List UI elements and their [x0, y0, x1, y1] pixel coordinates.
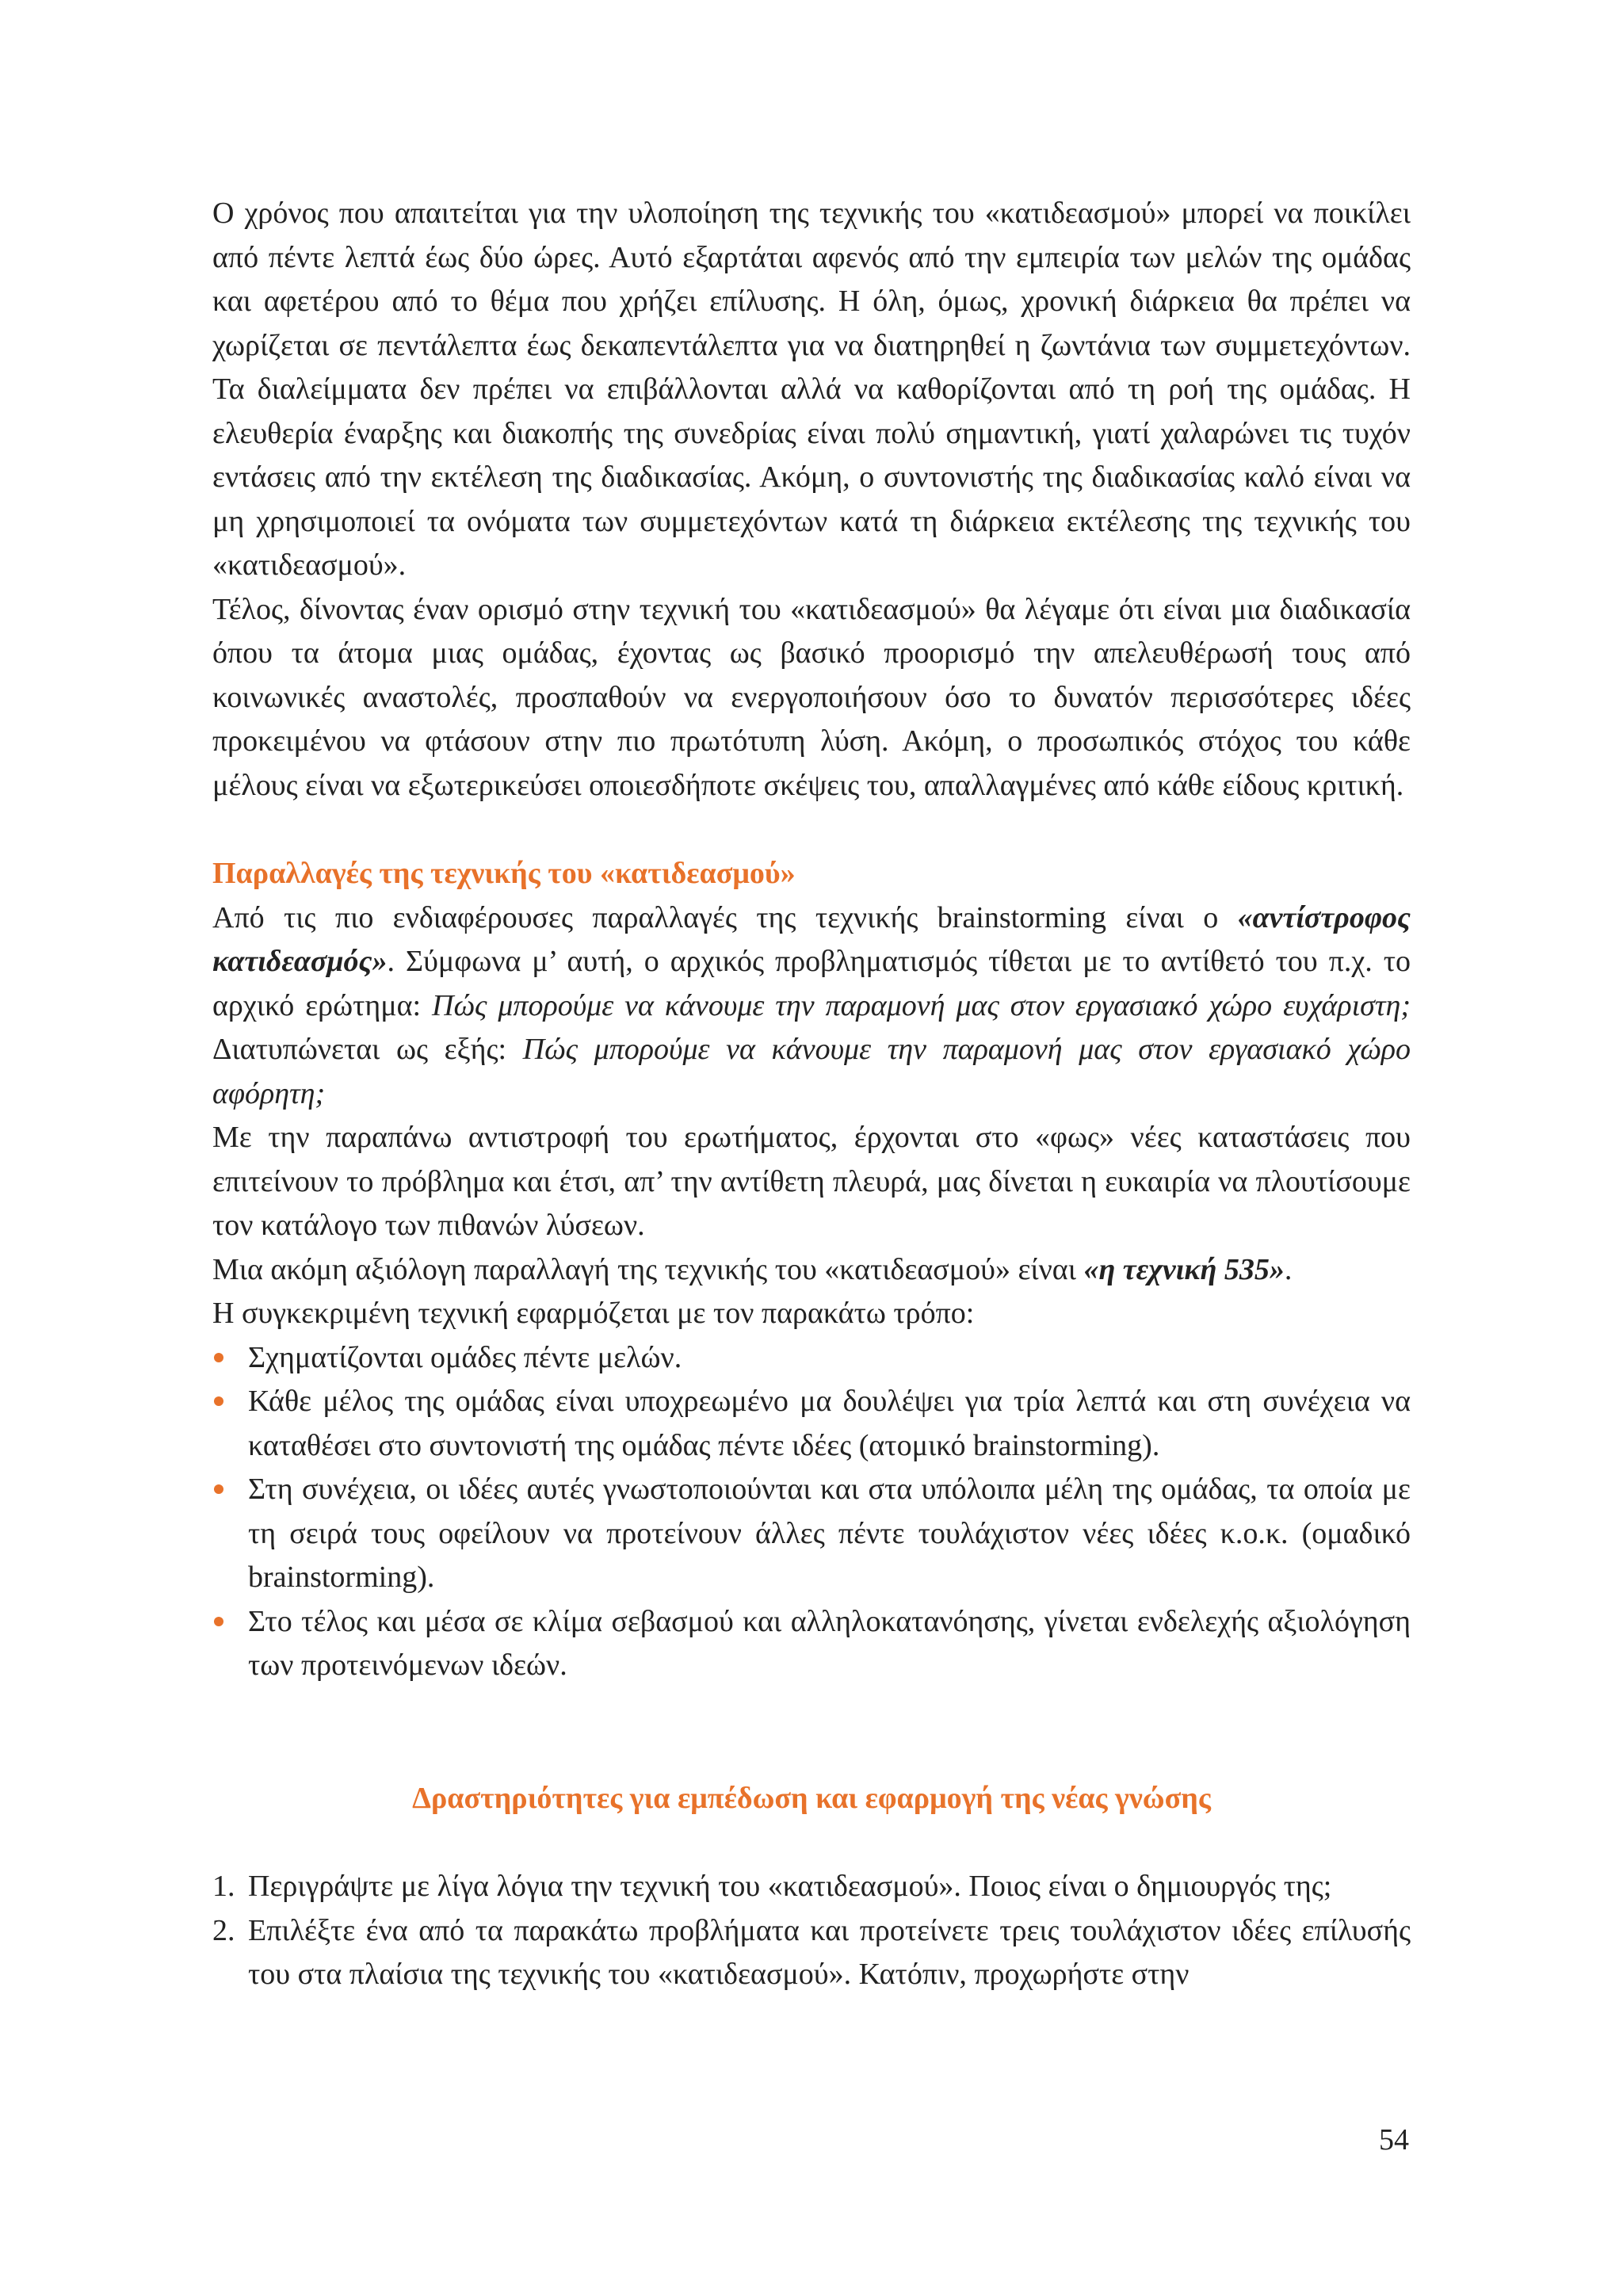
list-item [212, 1468, 1411, 1600]
list-item [212, 1380, 1411, 1468]
paragraph-reverse-brainstorming [212, 896, 1411, 1117]
task-number: 2. [212, 1913, 235, 1947]
question-original: Πώς μπορούμε να κάνουμε την παραμονή μας στον εργασιακό χώρο ευχάριστη; [432, 988, 1411, 1022]
paragraph-application: Η συγκεκριμένη τεχνική εφαρμόζεται με τον παρακάτω τρόπο: [212, 1297, 975, 1330]
term-reverse-brainstorming: «αντίστροφος κατιδεασμός» [212, 900, 1411, 978]
task-text: Επιλέξτε ένα από τα παρακάτω προβλήματα και προτείνετε τρεις τουλάχιστον ιδέες επίλυσής του στα πλαίσια της τεχνικής του «κατιδεασμού». Κατόπιν, προχωρήστε στην [248, 1913, 1411, 1991]
list-item-text: Σχηματίζονται ομάδες πέντε μελών. [248, 1340, 682, 1374]
task-number: 1. [212, 1870, 235, 1903]
paragraph-definition: Τέλος, δίνοντας έναν ορισμό στην τεχνική του «κατιδεασμού» θα λέγαμε ότι είναι μια διαδικασία όπου τα άτομα μιας ομάδας, έχοντας ως βασικό προορισμό την απελευθέρωσή τους από κοινωνικές αναστολές, προσπαθούν να ενεργοποιήσουν όσο το δυνατόν περισσότερες ιδέες προκειμένου να φτάσουν στην πιο πρωτότυπη λύση. Ακόμη, ο προσωπικός στόχος του κάθε μέλους είναι να εξωτερικεύσει οποιεσδήποτε σκέψεις του, απαλλαγμένες από κάθε είδους κριτική. [212, 592, 1411, 802]
question-reversed: Πώς μπορούμε να κάνουμε την παραμονή μας στον εργασιακό χώρο αφόρητη; [212, 1033, 1411, 1110]
list-item [212, 1600, 1411, 1688]
term-technique-535: «η τεχνική 535» [1083, 1252, 1285, 1286]
list-item-text: Στο τέλος και μέσα σε κλίμα σεβασμού και αλληλοκατανόησης, γίνεται ενδελεχής αξιολόγηση των προτεινόμενων ιδεών. [248, 1604, 1411, 1682]
text-segment: Μια ακόμη αξιόλογη παραλλαγή της τεχνικής του «κατιδεασμού» είναι [212, 1252, 1084, 1286]
task-text: Περιγράψτε με λίγα λόγια την τεχνική του «κατιδεασμού». Ποιος είναι ο δημιουργός της; [248, 1870, 1332, 1903]
paragraph-technique-535 [212, 1248, 1411, 1293]
subheading-variations: Παραλλαγές της τεχνικής του «κατιδεασμού» [212, 857, 796, 890]
list-item-text: Κάθε μέλος της ομάδας είναι υποχρεωμένο μα δουλέψει για τρία λεπτά και στη συνέχεια να καταθέσει στο συντονιστή της ομάδας πέντε ιδέες (ατομικό brainstorming). [248, 1385, 1411, 1462]
list-item-text: Στη συνέχεια, οι ιδέες αυτές γνωστοποιούνται και στα υπόλοιπα μέλη της ομάδας, τα οποία με τη σειρά τους οφείλουν να προτείνουν άλλες πέντε τουλάχιστον νέες ιδέες κ.ο.κ. (ομαδικό brainstorming). [248, 1473, 1411, 1594]
paragraph-reversal-effect: Με την παραπάνω αντιστροφή του ερωτήματος, έρχονται στο «φως» νέες καταστάσεις που επιτείνουν το πρόβλημα και έτσι, απ’ την αντίθετη πλευρά, μας δίνεται η ευκαιρία να πλουτίσουμε τον κατάλογο των πιθανών λύσεων. [212, 1121, 1411, 1242]
page-number: 54 [1379, 2123, 1409, 2157]
bullet-icon [214, 1484, 223, 1494]
paragraph-duration: Ο χρόνος που απαιτείται για την υλοποίηση της τεχνικής του «κατιδεασμού» μπορεί να ποικίλει από πέντε λεπτά έως δύο ώρες. Αυτό εξαρτάται αφενός από την εμπειρία των μελών της ομάδας και αφετέρου από το θέμα που χρήζει επίλυσης. Η όλη, όμως, χρονική διάρκεια θα πρέπει να χωρίζεται σε πεντάλεπτα έως δεκαπεντάλεπτα για να διατηρηθεί η ζωντάνια των συμμετεχόντων. Τα διαλείμματα δεν πρέπει να επιβάλλονται αλλά να καθορίζονται από τη ροή της ομάδας. Η ελευθερία έναρξης και διακοπής της συνεδρίας είναι πολύ σημαντική, γιατί χαλαρώνει τις τυχόν εντάσεις από την εκτέλεση της διαδικασίας. Ακόμη, ο συντονιστής της διαδικασίας καλό είναι να μη χρησιμοποιεί τα ονόματα των συμμετεχόντων κατά τη διάρκεια εκτέλεσης της τεχνικής του «κατιδεασμού». [212, 197, 1411, 582]
section-title-activities: Δραστηριότητες για εμπέδωση και εφαρμογή της νέας γνώσης [412, 1781, 1211, 1815]
bullet-list [212, 1336, 1411, 1688]
task-item [212, 1865, 1411, 1909]
list-item [212, 1336, 1411, 1381]
page-body [212, 192, 1411, 1997]
text-segment: . [1284, 1252, 1293, 1286]
bullet-icon [214, 1353, 223, 1362]
text-segment: Από τις πιο ενδιαφέρουσες παραλλαγές της τεχνικής brainstorming είναι ο [212, 900, 1238, 934]
bullet-icon [214, 1617, 223, 1626]
text-segment: . Σύμφωνα μ’ αυτή, ο αρχικός προβληματισμός τίθεται με το αντίθετό του π.χ. το αρχικό ερώτημα: [212, 945, 1411, 1022]
text-segment: Διατυπώνεται ως εξής: [212, 1033, 523, 1066]
bullet-icon [214, 1396, 223, 1406]
task-list [212, 1865, 1411, 1997]
task-item [212, 1909, 1411, 1997]
